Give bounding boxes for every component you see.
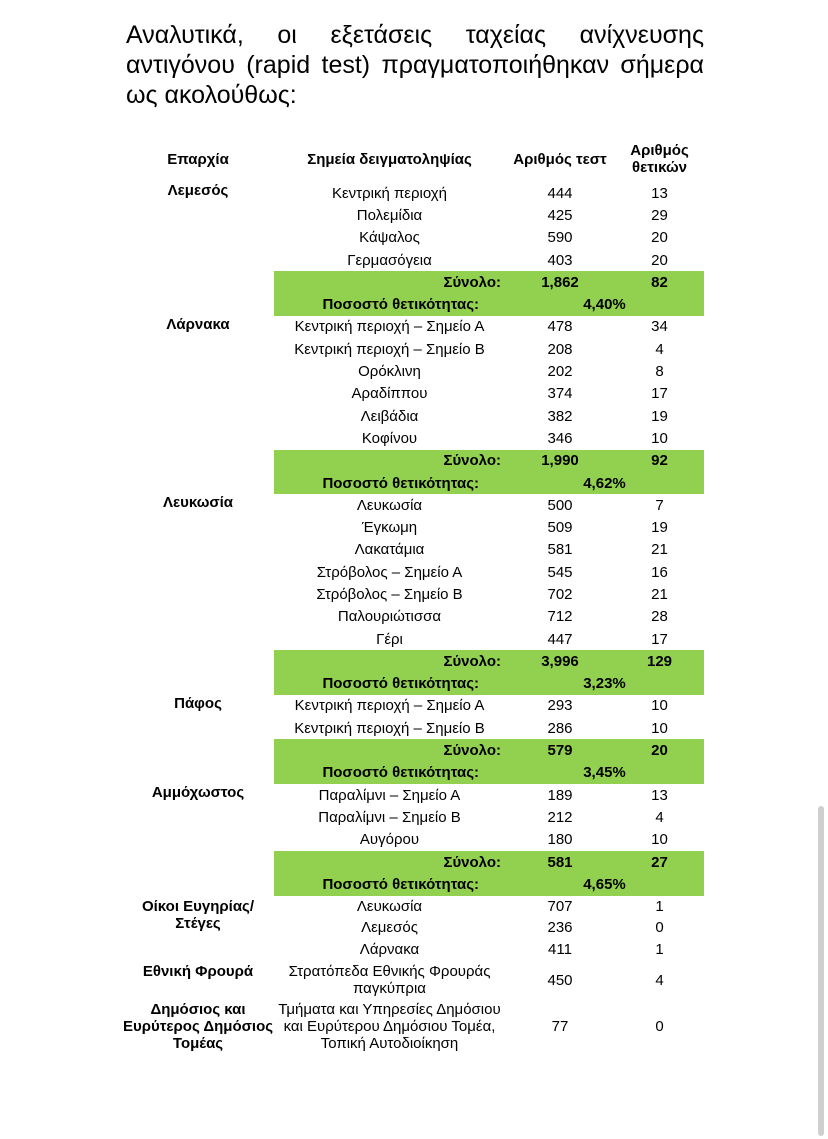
tests-count: 447 bbox=[547, 630, 573, 648]
sampling-point: Πολεμίδια bbox=[356, 206, 423, 224]
tests-count: 702 bbox=[547, 585, 573, 603]
positives-count: 0 bbox=[655, 1018, 664, 1036]
tests-count: 208 bbox=[547, 340, 573, 358]
positives-count: 8 bbox=[655, 363, 664, 381]
sampling-point: Λευκωσία bbox=[356, 897, 423, 915]
district-name: Εθνική Φρουρά bbox=[142, 963, 254, 981]
positives-count: 10 bbox=[651, 697, 668, 715]
positives-count: 34 bbox=[651, 318, 668, 336]
sampling-point: Τμήματα και Υπηρεσίες Δημόσιου και Ευρύτερου Δημόσιου Τομέα, Τοπική Αυτοδιοίκηση bbox=[278, 1001, 501, 1053]
rate-label: Ποσοστό θετικότητας: bbox=[274, 293, 505, 315]
table-row bbox=[122, 999, 704, 1054]
district-name: Οίκοι Ευγηρίας/ Στέγες bbox=[141, 897, 255, 932]
rate-value: 3,23% bbox=[505, 673, 704, 695]
rate-value: 4,40% bbox=[505, 293, 704, 315]
positives-count: 13 bbox=[651, 184, 668, 202]
tests-count: 77 bbox=[551, 1018, 569, 1036]
rate-label: Ποσοστό θετικότητας: bbox=[274, 762, 505, 784]
district-name: Λάρνακα bbox=[166, 315, 230, 333]
total-positives: 129 bbox=[615, 650, 704, 672]
total-label: Σύνολο: bbox=[274, 450, 505, 472]
district-name: Αμμόχωστος bbox=[151, 784, 245, 802]
tests-count: 712 bbox=[547, 608, 573, 626]
total-label: Σύνολο: bbox=[274, 271, 505, 293]
total-positives: 20 bbox=[615, 739, 704, 761]
rate-value: 4,65% bbox=[505, 873, 704, 895]
sampling-point: Γερμασόγεια bbox=[347, 251, 432, 269]
positives-count: 19 bbox=[651, 519, 668, 537]
sampling-point: Γέρι bbox=[376, 630, 403, 648]
table-row bbox=[122, 494, 704, 516]
positives-count: 20 bbox=[651, 229, 668, 247]
positives-count: 10 bbox=[651, 429, 668, 447]
positives-count: 16 bbox=[651, 563, 668, 581]
positives-count: 17 bbox=[651, 385, 668, 403]
sampling-point: Κεντρική περιοχή – Σημείο Α bbox=[294, 697, 485, 715]
positives-count: 21 bbox=[651, 541, 668, 559]
tests-count: 236 bbox=[547, 919, 573, 937]
positives-count: 4 bbox=[655, 808, 664, 826]
total-label: Σύνολο: bbox=[274, 739, 505, 761]
total-label: Σύνολο: bbox=[274, 851, 505, 873]
table-row bbox=[122, 896, 704, 917]
positives-count: 1 bbox=[655, 897, 664, 915]
positives-count: 4 bbox=[655, 340, 664, 358]
tests-count: 212 bbox=[547, 808, 573, 826]
tests-count: 478 bbox=[547, 318, 573, 336]
positives-count: 21 bbox=[651, 585, 668, 603]
tests-count: 286 bbox=[547, 719, 573, 737]
positives-count: 7 bbox=[655, 496, 664, 514]
district-name: Λεμεσός bbox=[167, 182, 229, 199]
total-positives: 82 bbox=[615, 271, 704, 293]
tests-count: 450 bbox=[547, 971, 573, 989]
sampling-point: Λειβάδια bbox=[360, 407, 419, 425]
tests-count: 374 bbox=[547, 385, 573, 403]
tests-count: 403 bbox=[547, 251, 573, 269]
tests-count: 545 bbox=[547, 563, 573, 581]
positives-count: 0 bbox=[655, 919, 664, 937]
table-row bbox=[122, 695, 704, 717]
positives-count: 17 bbox=[651, 630, 668, 648]
rapid-test-table bbox=[122, 136, 704, 1054]
district-name: Λευκωσία bbox=[162, 494, 234, 512]
sampling-point: Κεντρική περιοχή bbox=[331, 184, 448, 202]
sampling-point: Λάρνακα bbox=[359, 941, 420, 959]
tests-count: 180 bbox=[547, 831, 573, 849]
positives-count: 10 bbox=[651, 831, 668, 849]
tests-count: 202 bbox=[547, 363, 573, 381]
rate-value: 4,62% bbox=[505, 472, 704, 494]
positives-count: 19 bbox=[651, 407, 668, 425]
rate-label: Ποσοστό θετικότητας: bbox=[274, 472, 505, 494]
sampling-point: Παραλίμνι – Σημείο Β bbox=[318, 808, 461, 826]
district-name: Δημόσιος και Ευρύτερος Δημόσιος Τομέας bbox=[122, 1001, 274, 1053]
district-name: Πάφος bbox=[174, 694, 222, 712]
tests-count: 382 bbox=[547, 407, 573, 425]
table-body bbox=[122, 182, 704, 1054]
sampling-point: Παλουριώτισσα bbox=[337, 608, 442, 626]
sampling-point: Κεντρική περιοχή – Σημείο Α bbox=[294, 318, 485, 336]
sampling-point: Στρατόπεδα Εθνικής Φρουράς παγκύπρια bbox=[288, 963, 491, 998]
sampling-point: Λεμεσός bbox=[361, 919, 418, 937]
positives-count: 13 bbox=[651, 786, 668, 804]
tests-count: 590 bbox=[547, 229, 573, 247]
tests-count: 189 bbox=[547, 786, 573, 804]
tests-count: 293 bbox=[547, 697, 573, 715]
tests-count: 425 bbox=[547, 206, 573, 224]
sampling-point: Παραλίμνι – Σημείο Α bbox=[318, 786, 461, 804]
total-label: Σύνολο: bbox=[274, 650, 505, 672]
table-row bbox=[122, 316, 704, 338]
sampling-point: Έγκωμη bbox=[361, 519, 418, 537]
positives-count: 20 bbox=[651, 251, 668, 269]
table-row bbox=[122, 784, 704, 806]
tests-count: 346 bbox=[547, 429, 573, 447]
header-tests: Αριθμός τεστ bbox=[513, 150, 607, 168]
table-row bbox=[122, 182, 704, 204]
sampling-point: Κάψαλος bbox=[359, 229, 420, 247]
header-district: Επαρχία bbox=[167, 150, 229, 168]
total-positives: 92 bbox=[615, 450, 704, 472]
table-header-row bbox=[122, 136, 704, 182]
sampling-point: Κεντρική περιοχή – Σημείο Β bbox=[294, 719, 485, 737]
rate-label: Ποσοστό θετικότητας: bbox=[274, 873, 505, 895]
sampling-point: Λακατάμια bbox=[354, 541, 425, 559]
tests-count: 411 bbox=[548, 941, 572, 959]
sampling-point: Ορόκλινη bbox=[358, 363, 421, 381]
positives-count: 4 bbox=[655, 971, 664, 989]
tests-count: 444 bbox=[547, 184, 573, 202]
sampling-point: Στρόβολος – Σημείο Β bbox=[316, 585, 463, 603]
table-row bbox=[122, 961, 704, 999]
intro-paragraph: Αναλυτικά, οι εξετάσεις ταχείας ανίχνευσης αντιγόνου (rapid test) πραγματοποιήθηκαν σήμερα ως ακολούθως: bbox=[126, 21, 704, 109]
total-tests: 581 bbox=[505, 851, 615, 873]
sampling-point: Κεντρική περιοχή – Σημείο Β bbox=[294, 340, 485, 358]
sampling-point: Αυγόρου bbox=[359, 831, 420, 849]
total-tests: 1,862 bbox=[505, 271, 615, 293]
total-tests: 579 bbox=[505, 739, 615, 761]
tests-count: 509 bbox=[547, 519, 573, 537]
sampling-point: Λευκωσία bbox=[356, 496, 423, 514]
positives-count: 28 bbox=[651, 608, 668, 626]
header-sampling-points: Σημεία δειγματοληψίας bbox=[307, 150, 472, 168]
total-tests: 1,990 bbox=[505, 450, 615, 472]
rate-value: 3,45% bbox=[505, 762, 704, 784]
rate-label: Ποσοστό θετικότητας: bbox=[274, 673, 505, 695]
header-positives: Αριθμός θετικών bbox=[630, 142, 689, 176]
tests-count: 581 bbox=[547, 541, 573, 559]
tests-count: 707 bbox=[547, 897, 573, 915]
sampling-point: Στρόβολος – Σημείο Α bbox=[316, 563, 463, 581]
sampling-point: Αραδίππου bbox=[351, 385, 428, 403]
scrollbar[interactable] bbox=[818, 806, 824, 1136]
positives-count: 10 bbox=[651, 719, 668, 737]
tests-count: 500 bbox=[547, 496, 573, 514]
sampling-point: Κοφίνου bbox=[361, 429, 418, 447]
positives-count: 1 bbox=[655, 941, 664, 959]
total-positives: 27 bbox=[615, 851, 704, 873]
total-tests: 3,996 bbox=[505, 650, 615, 672]
positives-count: 29 bbox=[651, 206, 668, 224]
